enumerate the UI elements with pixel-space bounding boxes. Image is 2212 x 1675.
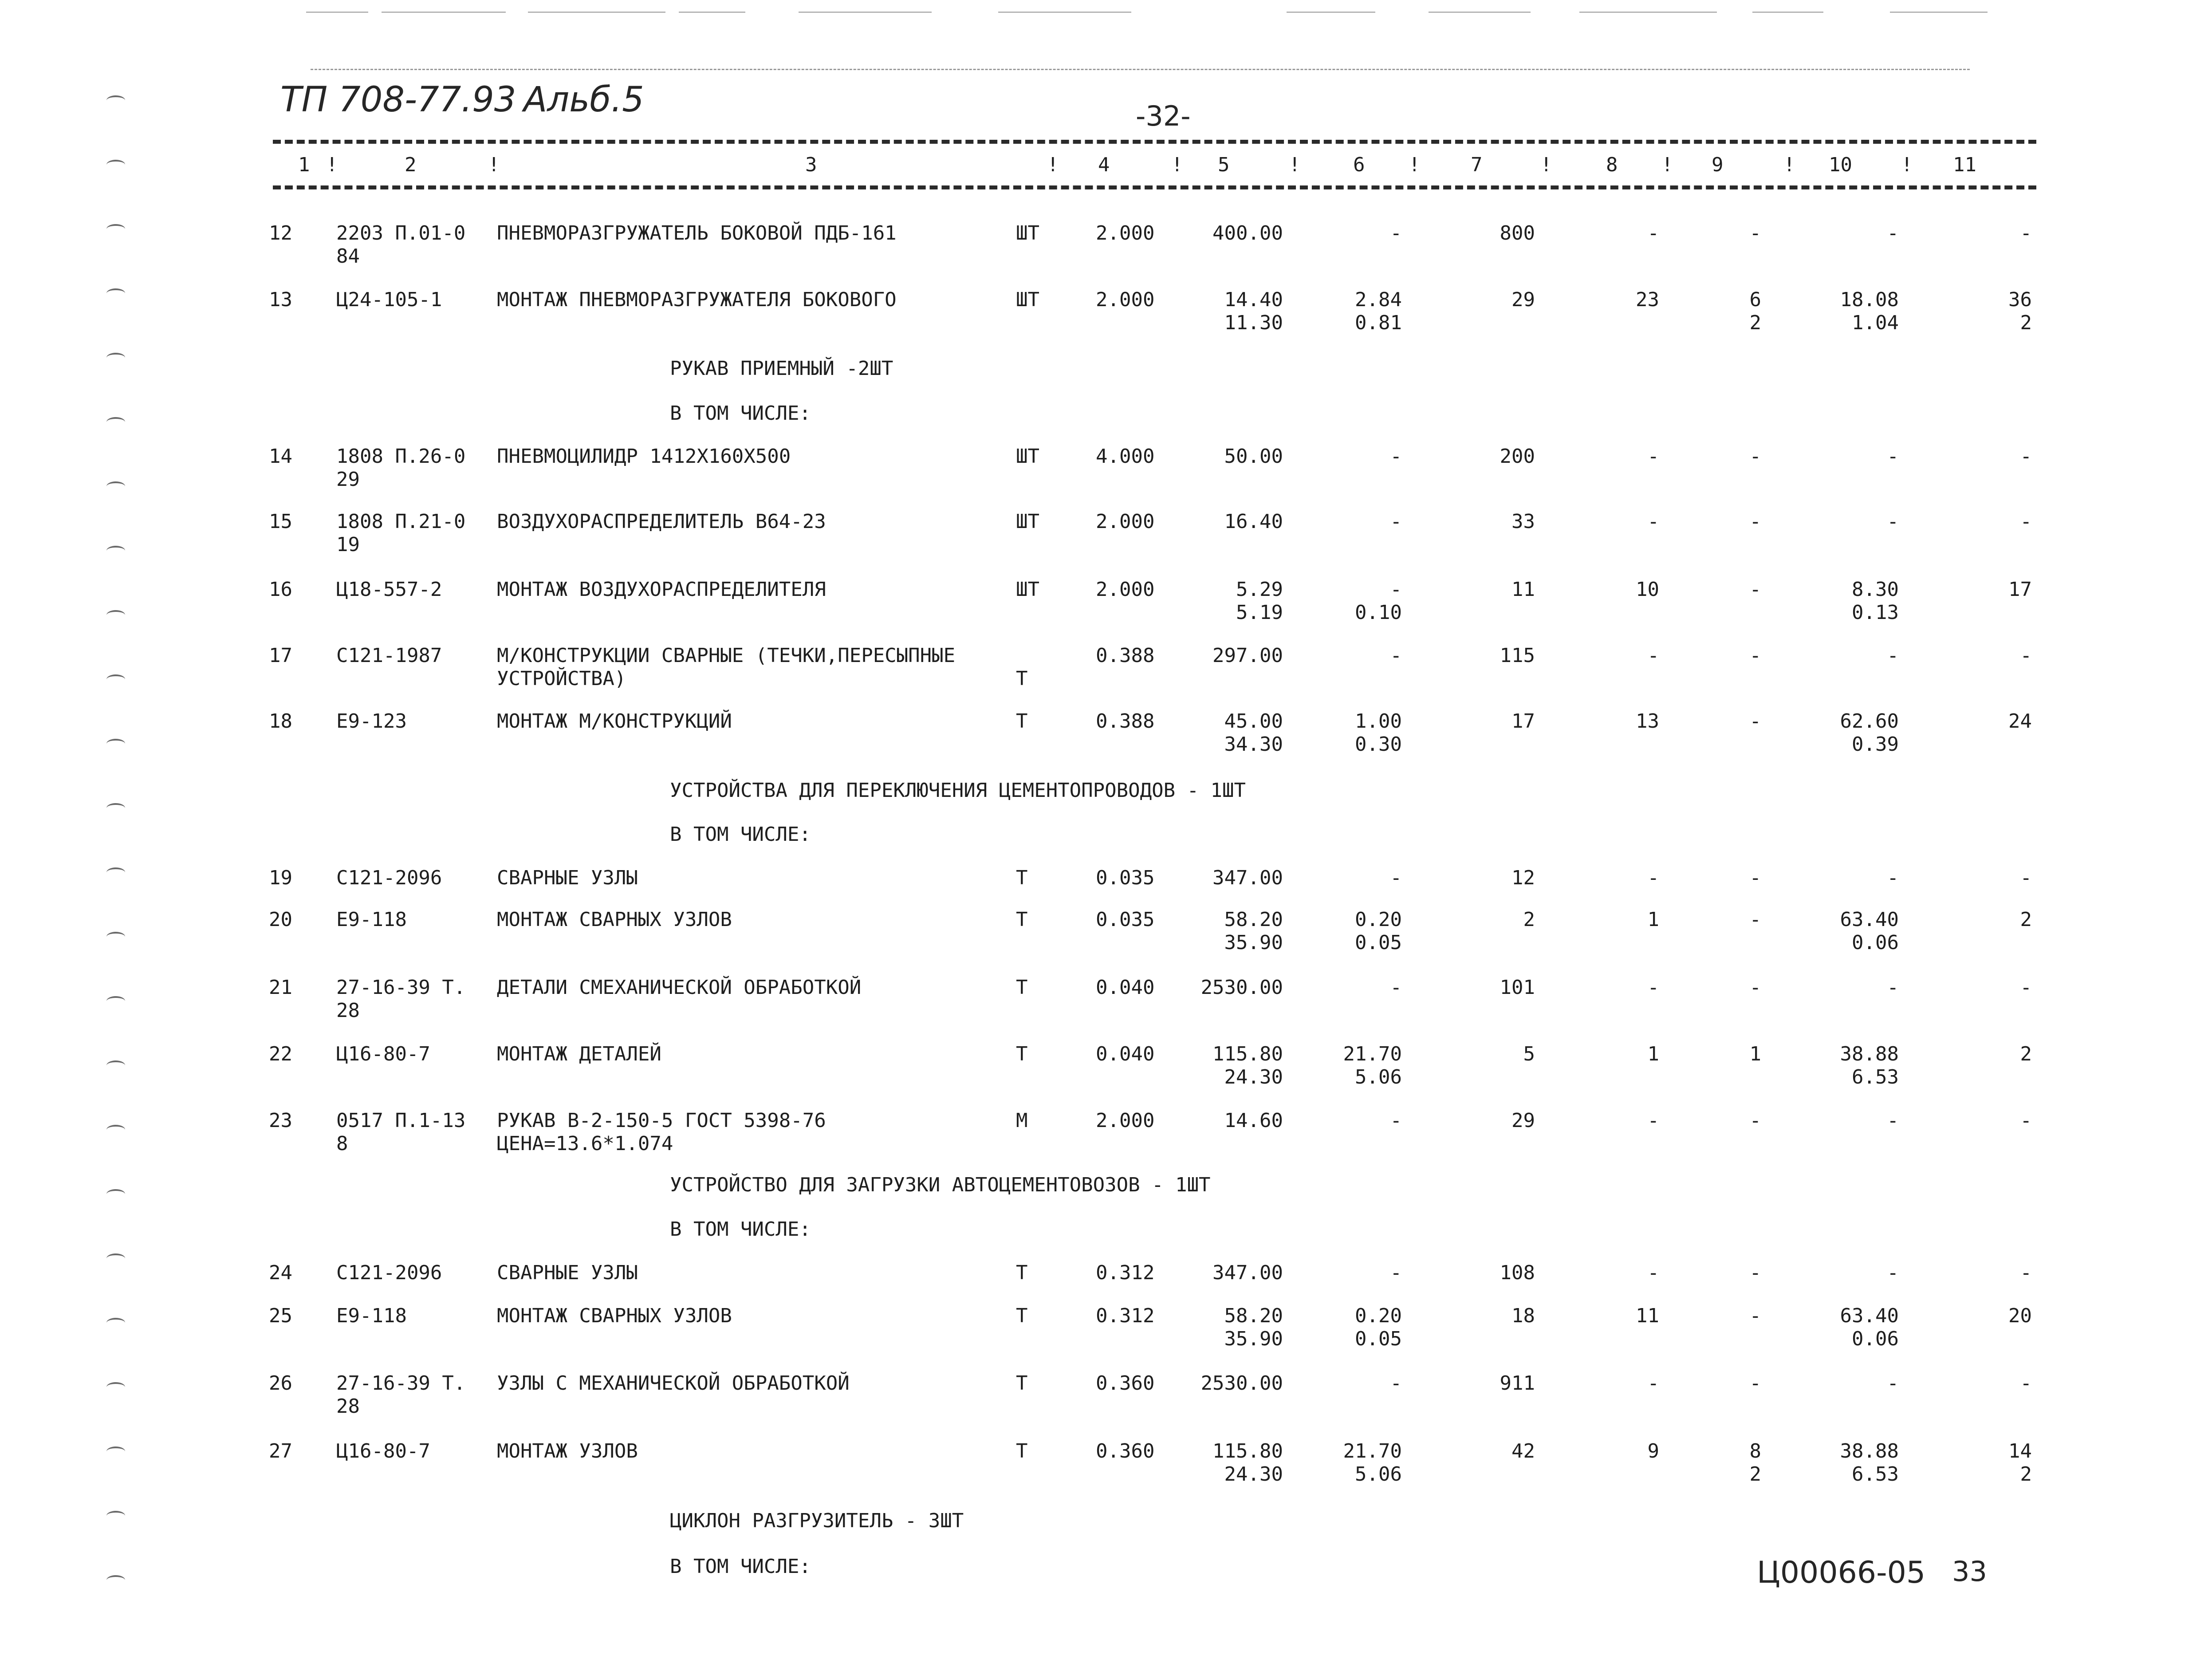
row-code: Ц16-80-7 [336, 1043, 430, 1065]
scan-edge-line [1429, 12, 1531, 13]
row-col9-sub: 2 [1749, 311, 1761, 334]
row-col5-sub: 5.19 [1236, 601, 1283, 624]
row-col10-sub: 0.06 [1852, 931, 1899, 954]
row-code: С121-2096 [336, 1261, 442, 1284]
row-name: МОНТАЖ СВАРНЫХ УЗЛОВ [497, 908, 732, 931]
row-name: М/КОНСТРУКЦИИ СВАРНЫЕ (ТЕЧКИ,ПЕРЕСЫПНЫЕ [497, 644, 956, 667]
row-col5: 5.29 [1236, 578, 1283, 601]
row-col6-sub: 0.10 [1355, 601, 1402, 624]
row-code-continued: 84 [336, 245, 360, 268]
row-col7: 101 [1500, 976, 1535, 999]
row-quantity: 4.000 [1096, 445, 1155, 468]
row-code-continued: 19 [336, 533, 360, 556]
row-col6: - [1390, 867, 1402, 889]
row-col6: - [1390, 644, 1402, 667]
row-col5: 45.00 [1224, 710, 1283, 733]
row-col6: - [1390, 976, 1402, 999]
table-row [0, 1372, 2212, 1421]
table-row [0, 1109, 2212, 1158]
column-header-4: 4 [1098, 154, 1110, 176]
row-col7: 200 [1500, 445, 1535, 468]
scan-edge-line [998, 12, 1131, 13]
row-col9: - [1749, 908, 1761, 931]
row-unit: Т [1016, 1261, 1028, 1284]
row-name: МОНТАЖ СВАРНЫХ УЗЛОВ [497, 1305, 732, 1327]
column-separator: ! [1047, 154, 1059, 176]
column-header-10: 10 [1829, 154, 1852, 176]
row-col5-sub: 35.90 [1224, 1328, 1283, 1350]
scan-edge-line [306, 12, 368, 13]
row-col8: 11 [1636, 1305, 1659, 1327]
column-separator: ! [1783, 154, 1795, 176]
column-header-3: 3 [805, 154, 817, 176]
row-code: 1808 П.21-0 [336, 510, 466, 533]
row-number: 27 [269, 1440, 292, 1462]
footer-page-number: 33 [1952, 1555, 1987, 1588]
row-col6: - [1390, 222, 1402, 244]
row-col6: 21.70 [1343, 1440, 1402, 1462]
row-col11: - [2020, 1109, 2032, 1132]
row-col6: - [1390, 578, 1402, 601]
row-name: МОНТАЖ ПНЕВМОРАЗГРУЖАТЕЛЯ БОКОВОГО [497, 288, 897, 311]
row-col10-sub: 1.04 [1852, 311, 1899, 334]
row-name-continued: УСТРОЙСТВА) [497, 667, 626, 690]
row-col10: - [1887, 1109, 1899, 1132]
column-header-8: 8 [1606, 154, 1618, 176]
row-col11: - [2020, 445, 2032, 468]
section-subtitle: В ТОМ ЧИСЛЕ: [670, 1218, 811, 1241]
table-row [0, 222, 2212, 271]
row-col7: 12 [1511, 867, 1535, 889]
row-col11: 2 [2020, 1043, 2032, 1065]
row-col5: 400.00 [1212, 222, 1283, 244]
table-row [0, 908, 2212, 957]
row-col5: 2530.00 [1200, 1372, 1283, 1395]
row-unit: Т [1016, 1372, 1028, 1395]
row-col8: - [1647, 445, 1659, 468]
row-col11-sub: 2 [2020, 311, 2032, 334]
row-col9: - [1749, 710, 1761, 733]
row-col6-sub: 5.06 [1355, 1463, 1402, 1486]
row-number: 19 [269, 867, 292, 889]
row-col10-sub: 6.53 [1852, 1066, 1899, 1088]
row-col10: - [1887, 976, 1899, 999]
row-name: ДЕТАЛИ СМЕХАНИЧЕСКОЙ ОБРАБОТКОЙ [497, 976, 862, 999]
row-col6-sub: 0.05 [1355, 931, 1402, 954]
table-row [0, 288, 2212, 337]
row-col8: - [1647, 510, 1659, 533]
row-col7: 18 [1511, 1305, 1535, 1327]
row-code-continued: 29 [336, 468, 360, 491]
row-col7: 115 [1500, 644, 1535, 667]
row-col10-sub: 0.13 [1852, 601, 1899, 624]
row-unit: Т [1016, 710, 1028, 733]
row-number: 17 [269, 644, 292, 667]
header-bottom-rule [273, 185, 2036, 189]
row-col10-sub: 6.53 [1852, 1463, 1899, 1486]
row-unit: Т [1016, 1440, 1028, 1462]
row-col5: 347.00 [1212, 1261, 1283, 1284]
section-subtitle: В ТОМ ЧИСЛЕ: [670, 823, 811, 846]
row-col10: - [1887, 1372, 1899, 1395]
frame-top-line [311, 69, 1970, 70]
row-name: МОНТАЖ УЗЛОВ [497, 1440, 638, 1462]
row-name: МОНТАЖ ВОЗДУХОРАСПРЕДЕЛИТЕЛЯ [497, 578, 826, 601]
row-col8: - [1647, 976, 1659, 999]
row-col10: 18.08 [1840, 288, 1899, 311]
row-col5-sub: 34.30 [1224, 733, 1283, 756]
margin-mark [106, 803, 125, 813]
column-header-11: 11 [1953, 154, 1976, 176]
margin-mark [106, 1511, 125, 1521]
row-col6: 1.00 [1355, 710, 1402, 733]
page-number: -32- [1136, 100, 1191, 132]
row-code-continued: 8 [336, 1132, 348, 1155]
row-number: 23 [269, 1109, 292, 1132]
row-quantity: 2.000 [1096, 288, 1155, 311]
row-col11-sub: 2 [2020, 1463, 2032, 1486]
row-col8: - [1647, 644, 1659, 667]
row-col8: - [1647, 867, 1659, 889]
row-col7: 17 [1511, 710, 1535, 733]
row-unit: М [1016, 1109, 1028, 1132]
row-col11: 17 [2008, 578, 2032, 601]
row-col10: - [1887, 867, 1899, 889]
scan-edge-line [799, 12, 932, 13]
row-number: 12 [269, 222, 292, 244]
row-unit: ШТ [1016, 578, 1039, 601]
row-unit: ШТ [1016, 222, 1039, 244]
row-name: СВАРНЫЕ УЗЛЫ [497, 867, 638, 889]
column-separator: ! [326, 154, 338, 176]
row-quantity: 0.035 [1096, 867, 1155, 889]
row-col5-sub: 24.30 [1224, 1463, 1283, 1486]
row-code: Ц16-80-7 [336, 1440, 430, 1462]
row-col10: 38.88 [1840, 1043, 1899, 1065]
row-col6: 0.20 [1355, 908, 1402, 931]
section-subtitle: В ТОМ ЧИСЛЕ: [670, 402, 811, 425]
section-title: ЦИКЛОН РАЗГРУЗИТЕЛЬ - 3ШТ [670, 1509, 964, 1532]
row-col8: - [1647, 1372, 1659, 1395]
row-quantity: 2.000 [1096, 510, 1155, 533]
row-col11: 24 [2008, 710, 2032, 733]
row-col7: 5 [1523, 1043, 1535, 1065]
row-col5: 297.00 [1212, 644, 1283, 667]
row-col8: - [1647, 222, 1659, 244]
row-col11: 2 [2020, 908, 2032, 931]
section-title: УСТРОЙСТВА ДЛЯ ПЕРЕКЛЮЧЕНИЯ ЦЕМЕНТОПРОВОДОВ - 1ШТ [670, 779, 1246, 802]
row-col5: 58.20 [1224, 908, 1283, 931]
row-col10-sub: 0.39 [1852, 733, 1899, 756]
row-col5: 2530.00 [1200, 976, 1283, 999]
row-col6: 0.20 [1355, 1305, 1402, 1327]
row-unit: ШТ [1016, 445, 1039, 468]
row-col11: - [2020, 976, 2032, 999]
margin-mark [106, 160, 125, 169]
row-quantity: 0.040 [1096, 1043, 1155, 1065]
section-title: РУКАВ ПРИЕМНЫЙ -2ШТ [670, 357, 893, 380]
row-quantity: 0.388 [1096, 710, 1155, 733]
row-col9-sub: 2 [1749, 1463, 1761, 1486]
column-separator: ! [1901, 154, 1913, 176]
row-col6: - [1390, 1372, 1402, 1395]
row-col10: - [1887, 1261, 1899, 1284]
row-col7: 800 [1500, 222, 1535, 244]
row-quantity: 2.000 [1096, 222, 1155, 244]
row-name: ВОЗДУХОРАСПРЕДЕЛИТЕЛЬ В64-23 [497, 510, 826, 533]
row-col9: - [1749, 1372, 1761, 1395]
row-col10-sub: 0.06 [1852, 1328, 1899, 1350]
row-quantity: 0.388 [1096, 644, 1155, 667]
row-col10: 8.30 [1852, 578, 1899, 601]
row-code: 1808 П.26-0 [336, 445, 466, 468]
row-col9: - [1749, 510, 1761, 533]
section-title: УСТРОЙСТВО ДЛЯ ЗАГРУЗКИ АВТОЦЕМЕНТОВОЗОВ - 1ШТ [670, 1174, 1211, 1196]
row-col5-sub: 11.30 [1224, 311, 1283, 334]
row-col11: - [2020, 644, 2032, 667]
column-header-2: 2 [405, 154, 417, 176]
column-header-6: 6 [1353, 154, 1365, 176]
row-number: 14 [269, 445, 292, 468]
table-row [0, 445, 2212, 494]
row-col11: 20 [2008, 1305, 2032, 1327]
row-col5: 115.80 [1212, 1043, 1283, 1065]
row-col5: 115.80 [1212, 1440, 1283, 1462]
row-col5-sub: 35.90 [1224, 931, 1283, 954]
row-col7: 29 [1511, 288, 1535, 311]
row-col5: 58.20 [1224, 1305, 1283, 1327]
table-row [0, 976, 2212, 1025]
row-col8: 23 [1636, 288, 1659, 311]
row-col5: 347.00 [1212, 867, 1283, 889]
row-number: 18 [269, 710, 292, 733]
row-unit: Т [1016, 667, 1028, 690]
row-col5: 14.60 [1224, 1109, 1283, 1132]
table-row [0, 644, 2212, 693]
row-col9: - [1749, 1261, 1761, 1284]
row-name: СВАРНЫЕ УЗЛЫ [497, 1261, 638, 1284]
row-col9: 8 [1749, 1440, 1761, 1462]
row-col11: - [2020, 1372, 2032, 1395]
table-row [0, 1440, 2212, 1489]
scan-edge-line [1890, 12, 1988, 13]
row-code: 27-16-39 Т. [336, 976, 466, 999]
row-col11: - [2020, 510, 2032, 533]
row-code: С121-1987 [336, 644, 442, 667]
scan-edge-line [679, 12, 745, 13]
row-number: 25 [269, 1305, 292, 1327]
row-col9: 1 [1749, 1043, 1761, 1065]
footer-code: Ц00066-05 [1757, 1555, 1926, 1590]
row-name: ПНЕВМОРАЗГРУЖАТЕЛЬ БОКОВОЙ ПДБ-161 [497, 222, 897, 244]
column-header-9: 9 [1712, 154, 1724, 176]
row-col8: 1 [1647, 908, 1659, 931]
row-code: 2203 П.01-0 [336, 222, 466, 244]
document-code: ТП 708-77.93 [280, 80, 516, 120]
row-col9: - [1749, 445, 1761, 468]
row-name: МОНТАЖ ДЕТАЛЕЙ [497, 1043, 661, 1065]
scan-edge-line [1287, 12, 1375, 13]
margin-mark [106, 417, 125, 427]
row-col6: - [1390, 1261, 1402, 1284]
row-unit: Т [1016, 867, 1028, 889]
scan-edge-line [1579, 12, 1717, 13]
row-code: Ц24-105-1 [336, 288, 442, 311]
row-col10: 63.40 [1840, 908, 1899, 931]
row-unit: ШТ [1016, 510, 1039, 533]
row-col7: 108 [1500, 1261, 1535, 1284]
table-row [0, 710, 2212, 759]
row-quantity: 0.035 [1096, 908, 1155, 931]
row-col7: 911 [1500, 1372, 1535, 1395]
row-col10: 38.88 [1840, 1440, 1899, 1462]
margin-mark [106, 1189, 125, 1199]
row-col11: - [2020, 1261, 2032, 1284]
margin-mark [106, 353, 125, 363]
row-col9: - [1749, 578, 1761, 601]
row-col7: 2 [1523, 908, 1535, 931]
column-separator: ! [488, 154, 500, 176]
row-unit: Т [1016, 908, 1028, 931]
row-number: 24 [269, 1261, 292, 1284]
row-code: Е9-118 [336, 1305, 407, 1327]
row-col5: 50.00 [1224, 445, 1283, 468]
album-number: Альб.5 [523, 80, 644, 120]
row-number: 20 [269, 908, 292, 931]
row-code: Е9-123 [336, 710, 407, 733]
row-col9: - [1749, 644, 1761, 667]
row-col10: - [1887, 222, 1899, 244]
row-col9: - [1749, 976, 1761, 999]
row-col9: - [1749, 222, 1761, 244]
row-quantity: 0.312 [1096, 1305, 1155, 1327]
row-col10: 63.40 [1840, 1305, 1899, 1327]
row-col8: 1 [1647, 1043, 1659, 1065]
row-quantity: 0.360 [1096, 1440, 1155, 1462]
row-col5: 14.40 [1224, 288, 1283, 311]
column-header-7: 7 [1471, 154, 1483, 176]
row-name-continued: ЦЕНА=13.6*1.074 [497, 1132, 673, 1155]
row-code: Е9-118 [336, 908, 407, 931]
row-col11: - [2020, 867, 2032, 889]
row-col7: 33 [1511, 510, 1535, 533]
row-quantity: 0.312 [1096, 1261, 1155, 1284]
row-unit: Т [1016, 1043, 1028, 1065]
row-col6-sub: 0.30 [1355, 733, 1402, 756]
row-col8: 13 [1636, 710, 1659, 733]
row-unit: Т [1016, 1305, 1028, 1327]
margin-mark [106, 1575, 125, 1585]
row-col11: 14 [2008, 1440, 2032, 1462]
row-col11: 36 [2008, 288, 2032, 311]
row-col8: - [1647, 1109, 1659, 1132]
table-row [0, 1043, 2212, 1092]
row-col6-sub: 5.06 [1355, 1066, 1402, 1088]
row-col8: 9 [1647, 1440, 1659, 1462]
row-col6: - [1390, 445, 1402, 468]
row-code-continued: 28 [336, 1395, 360, 1418]
row-name: МОНТАЖ М/КОНСТРУКЦИЙ [497, 710, 732, 733]
row-col6: - [1390, 1109, 1402, 1132]
header-top-rule [273, 140, 2036, 144]
table-row [0, 1305, 2212, 1353]
column-separator: ! [1661, 154, 1673, 176]
row-number: 16 [269, 578, 292, 601]
scan-edge-line [528, 12, 665, 13]
row-col8: - [1647, 1261, 1659, 1284]
row-quantity: 2.000 [1096, 1109, 1155, 1132]
column-header-1: 1 [298, 154, 310, 176]
row-col10: - [1887, 644, 1899, 667]
table-row [0, 510, 2212, 559]
column-separator: ! [1540, 154, 1552, 176]
margin-mark [106, 95, 125, 105]
row-col7: 42 [1511, 1440, 1535, 1462]
row-col9: - [1749, 1305, 1761, 1327]
row-name: РУКАВ В-2-150-5 ГОСТ 5398-76 [497, 1109, 826, 1132]
row-col10: - [1887, 510, 1899, 533]
table-row [0, 1261, 2212, 1310]
row-col9: - [1749, 867, 1761, 889]
row-name: УЗЛЫ С МЕХАНИЧЕСКОЙ ОБРАБОТКОЙ [497, 1372, 850, 1395]
row-col7: 29 [1511, 1109, 1535, 1132]
row-col10: - [1887, 445, 1899, 468]
row-code: 27-16-39 Т. [336, 1372, 466, 1395]
column-separator: ! [1289, 154, 1301, 176]
row-col6: 21.70 [1343, 1043, 1402, 1065]
row-number: 22 [269, 1043, 292, 1065]
row-col6-sub: 0.05 [1355, 1328, 1402, 1350]
row-code-continued: 28 [336, 999, 360, 1022]
row-number: 26 [269, 1372, 292, 1395]
row-unit: ШТ [1016, 288, 1039, 311]
scan-edge-line [1752, 12, 1823, 13]
row-col6-sub: 0.81 [1355, 311, 1402, 334]
column-separator: ! [1171, 154, 1183, 176]
row-col6: - [1390, 510, 1402, 533]
column-separator: ! [1409, 154, 1421, 176]
row-quantity: 0.360 [1096, 1372, 1155, 1395]
row-col9: - [1749, 1109, 1761, 1132]
row-code: 0517 П.1-13 [336, 1109, 466, 1132]
row-unit: Т [1016, 976, 1028, 999]
column-header-5: 5 [1218, 154, 1230, 176]
row-number: 15 [269, 510, 292, 533]
row-code: С121-2096 [336, 867, 442, 889]
row-quantity: 2.000 [1096, 578, 1155, 601]
row-number: 13 [269, 288, 292, 311]
row-col5-sub: 24.30 [1224, 1066, 1283, 1088]
row-col11: - [2020, 222, 2032, 244]
table-row [0, 578, 2212, 627]
row-number: 21 [269, 976, 292, 999]
row-col8: 10 [1636, 578, 1659, 601]
row-col9: 6 [1749, 288, 1761, 311]
row-col6: 2.84 [1355, 288, 1402, 311]
row-col10: 62.60 [1840, 710, 1899, 733]
row-name: ПНЕВМОЦИЛИДР 1412Х160Х500 [497, 445, 791, 468]
row-code: Ц18-557-2 [336, 578, 442, 601]
row-quantity: 0.040 [1096, 976, 1155, 999]
row-col5: 16.40 [1224, 510, 1283, 533]
row-col7: 11 [1511, 578, 1535, 601]
scan-edge-line [382, 12, 506, 13]
section-subtitle: В ТОМ ЧИСЛЕ: [670, 1555, 811, 1578]
